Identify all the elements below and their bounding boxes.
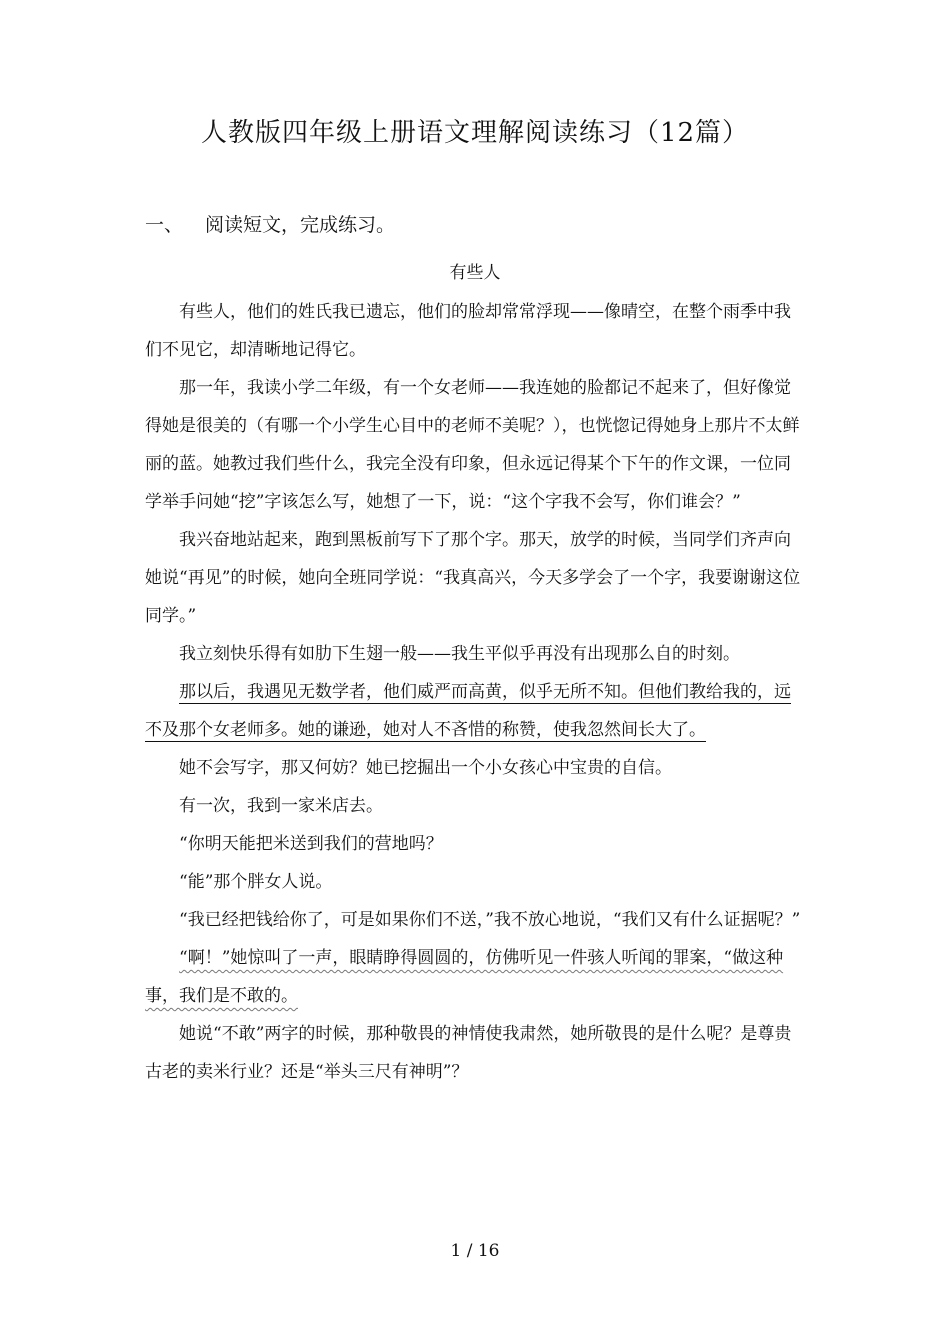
underlined-text: 那以后，我遇见无数学者，他们威严而高黄，似乎无所不知。但他们教给我的，远不及那个女老师多。她的谦逊，她对人不吝惜的称赞，使我忽然间长大了。 <box>145 682 791 740</box>
paragraph: 有一次，我到一家米店去。 <box>179 796 383 816</box>
underlined-paragraph <box>145 673 805 749</box>
paragraph: “能”那个胖女人说。 <box>179 872 333 892</box>
paragraph: “你明天能把米送到我们的营地吗？ <box>179 834 443 854</box>
section-label: 阅读短文，完成练习。 <box>205 214 396 236</box>
section-heading <box>145 210 395 237</box>
paragraph: 我兴奋地站起来，跑到黑板前写下了那个字。那天，放学的时候，当同学们齐声向她说“再见”的时候，她向全班同学说：“我真高兴，今天多学会了一个字，我要谢谢这位同学。” <box>145 530 801 626</box>
paragraph: 那一年，我读小学二年级，有一个女老师——我连她的脸都记不起来了，但好像觉得她是很美的（有哪一个小学生心目中的老师不美呢？），也恍惚记得她身上那片不太鲜丽的蓝。她教过我们些什么，我完全没有印象，但永远记得某个下午的作文课，一位同学举手问她“挖”字该怎么写，她想了一下，说：“这个字我不会写，你们谁会？” <box>145 378 800 512</box>
page-indicator: 1 / 16 <box>450 1241 500 1261</box>
article-body <box>145 293 805 1091</box>
paragraph: “我已经把钱给你了，可是如果你们不送，”我不放心地说，“我们又有什么证据呢？” <box>179 910 801 930</box>
wavy-underlined-text: “啊！”她惊叫了一声，眼睛睁得圆圆的，仿佛听见一件骇人听闻的罪案，“做这种事，我们是不敢的。 <box>145 948 784 1006</box>
article-title: 有些人 <box>449 263 501 283</box>
document-title: 人教版四年级上册语文理解阅读练习（12篇） <box>200 118 750 148</box>
paragraph: 我立刻快乐得有如肋下生翅一般——我生平似乎再没有出现那么自的时刻。 <box>179 644 740 664</box>
paragraph: 有些人，他们的姓氏我已遗忘，他们的脸却常常浮现——像晴空，在整个雨季中我们不见它，却清晰地记得它。 <box>145 302 791 360</box>
paragraph: 她说“不敢”两字的时候，那种敬畏的神情使我肃然，她所敬畏的是什么呢？是尊贵古老的卖米行业？还是“举头三尺有神明”？ <box>145 1024 792 1082</box>
wavy-underlined-paragraph <box>145 939 805 1015</box>
section-number: 一、 <box>145 214 184 236</box>
paragraph: 她不会写字，那又何妨？她已挖掘出一个小女孩心中宝贵的自信。 <box>179 758 672 778</box>
